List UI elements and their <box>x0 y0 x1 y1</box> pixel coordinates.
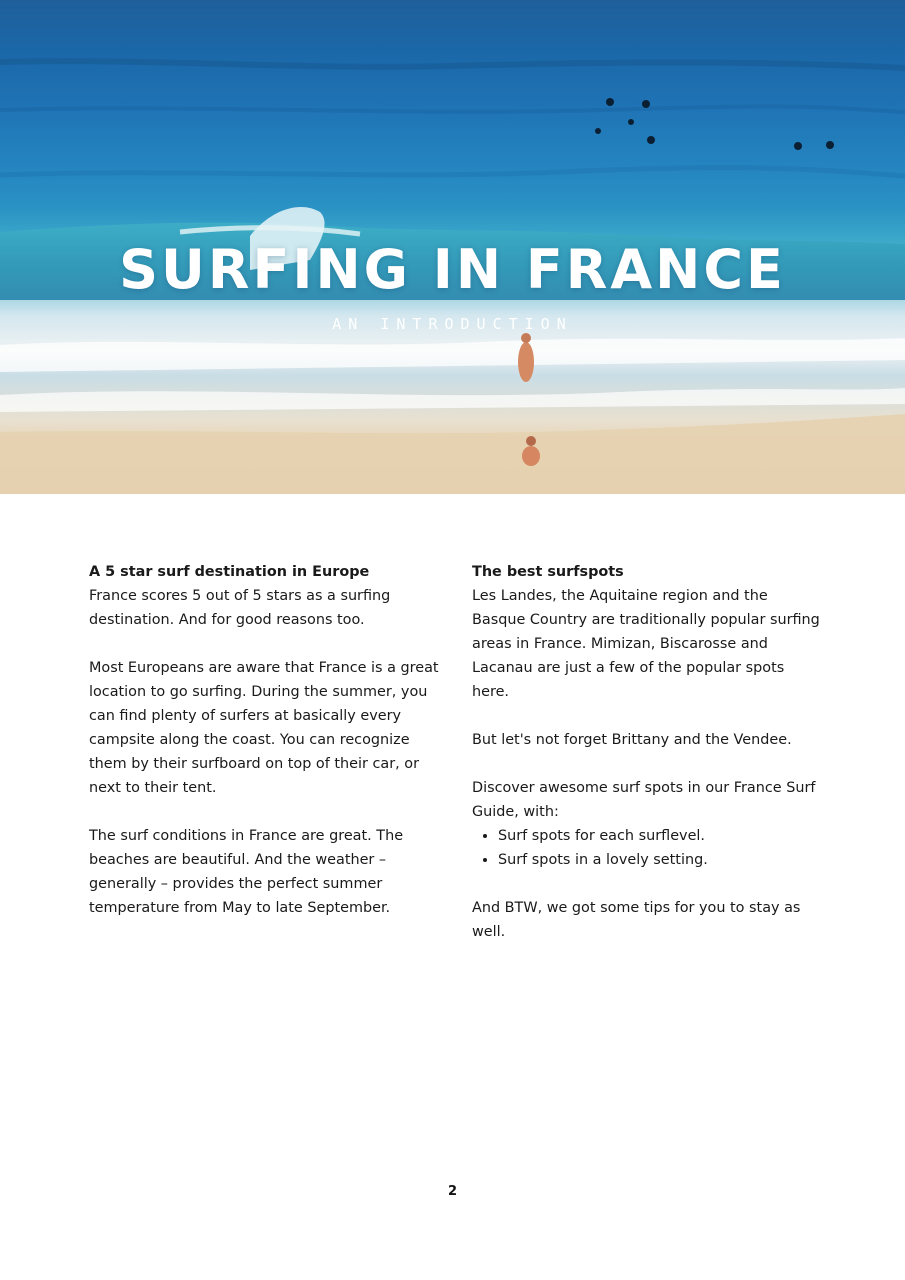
paragraph: Discover awesome surf spots in our France Surf Guide, with: <box>472 780 816 820</box>
left-column <box>89 560 441 920</box>
paragraph: And BTW, we got some tips for you to stay as well. <box>472 900 801 940</box>
paragraph: France scores 5 out of 5 stars as a surfing destination. And for good reasons too. <box>89 588 391 628</box>
page-subtitle: AN INTRODUCTION <box>332 315 573 333</box>
section-heading: A 5 star surf destination in Europe <box>89 564 370 580</box>
right-column <box>472 560 824 944</box>
page-title: SURFING IN FRANCE <box>119 238 786 301</box>
section-heading: The best surfspots <box>472 564 624 580</box>
bullet-list <box>472 824 824 872</box>
page-number: 2 <box>447 1184 458 1199</box>
paragraph: Most Europeans are aware that France is a great location to go surfing. During the summer, you can find plenty of surfers at basically every campsite along the coast. You can recognize them by their surfboard on top of their car, or next to their tent. <box>89 660 439 796</box>
list-item: • Surf spots for each surflevel. <box>498 824 824 848</box>
hero-image <box>0 0 905 494</box>
paragraph: But let's not forget Brittany and the Vendee. <box>472 732 792 748</box>
paragraph: The surf conditions in France are great. The beaches are beautiful. And the weather – generally – provides the perfect summer temperature from May to late September. <box>89 828 404 916</box>
paragraph: Les Landes, the Aquitaine region and the Basque Country are traditionally popular surfing areas in France. Mimizan, Biscarosse and Lacanau are just a few of the popular spots here. <box>472 588 820 700</box>
list-item: • Surf spots in a lovely setting. <box>498 848 824 872</box>
